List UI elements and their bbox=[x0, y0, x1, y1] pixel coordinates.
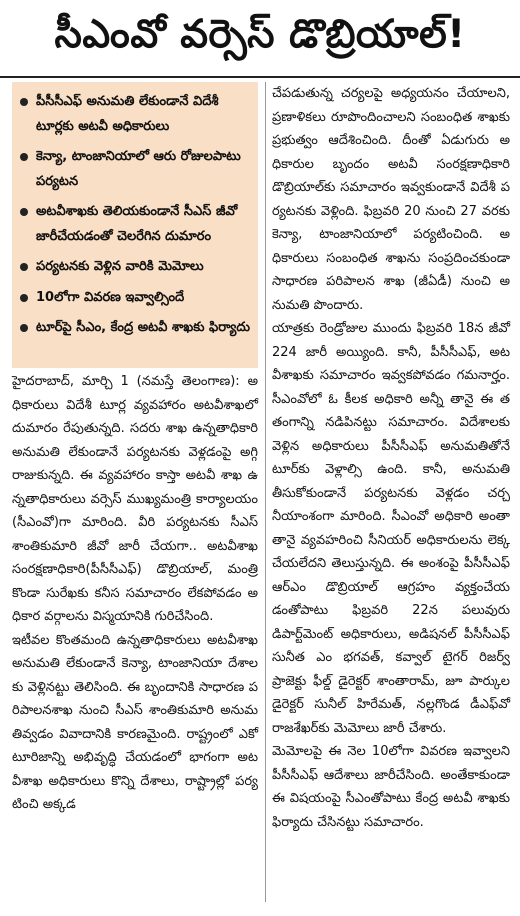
headline: సీఎంవో వర్సెస్ డొబ్రియాల్! bbox=[0, 2, 520, 78]
highlight-text: అటవీశాఖకు తెలియకుండానే సీఎస్ జీవో జారీచేయడంతో చెలరేగిన దుమారం bbox=[36, 204, 238, 244]
highlight-text: కెన్యా, టాంజానియాలో ఆరు రోజులపాటు పర్యటన bbox=[36, 149, 241, 189]
highlight-text: టూర్‌పై సీఎం, కేంద్ర అటవీ శాఖకు ఫిర్యాదు bbox=[36, 320, 251, 335]
highlight-item bbox=[20, 255, 252, 280]
article-paragraph bbox=[12, 370, 258, 629]
highlight-item bbox=[20, 145, 252, 194]
bullet-icon bbox=[20, 98, 28, 106]
highlight-item bbox=[20, 90, 252, 139]
article-paragraph: మెమోలపై ఈ నెల 10లోగా వివరణ ఇవ్వాలని పీసీసీఎఫ్ ఆదేశాలు జారీచేసింది. అంతేకాకుండా ఈ విషయంపై సీఎంతోపాటు కేంద్ర అటవీ శాఖకు ఫిర్యాదు చేసినట్టు సమాచారం. bbox=[272, 744, 510, 830]
article-paragraph: చేపడుతున్న చర్యలపై అధ్యయనం చేయాలని, ప్రణాళికలు రూపొందించాలని సంబంధిత శాఖకు ప్రభుత్వం ఆదేశించింది. దీంతో ఏడుగురు అధికారుల బృందం అటవీ సంరక్షణాధికారి డొబ్రియాల్‌కు సమాచారం ఇవ్వకుండానే విదేశీ పర్యటనకు వెళ్లింది. ఫిబ్రవరి 20 నుంచి 27 వరకు కెన్యా, టాంజానియాలో పర్యటించింది. అధికారులు సంబంధిత శాఖను సంప్రదించకుండా సాధారణ పరిపాలన శాఖ (జీఏడీ) నుంచి అనుమతి పొందారు. bbox=[272, 86, 510, 313]
highlight-text: 10లోగా వివరణ ఇవ్వాల్సిందే bbox=[36, 289, 185, 305]
left-column bbox=[12, 370, 258, 817]
highlight-item bbox=[20, 316, 252, 341]
right-column bbox=[272, 82, 510, 834]
bullet-icon bbox=[20, 208, 28, 216]
highlight-item bbox=[20, 286, 252, 311]
dateline: హైదరాబాద్, మార్చి 1 (నమస్తే తెలంగాణ): bbox=[12, 374, 240, 389]
highlights-box bbox=[12, 82, 258, 368]
bullet-icon bbox=[20, 153, 28, 161]
paragraph-text: అధికారులు విదేశీ టూర్ల వ్యవహారం అటవీశాఖలో దుమారం రేపుతున్నది. సదరు శాఖ ఉన్నతాధికారి అనుమతి లేకుండానే పర్యటనకు వెళ్లడంపై అగ్గి రాజుకున్నది. ఈ వ్యవహారం కాస్తా అటవీ శాఖ ఉన్నతాధికారులు వర్సెస్ ముఖ్యమంత్రి కార్యాలయం (సీఎంవో)గా మారింది. వీరి పర్యటనకు సీఎస్ శాంతికుమారి జీవో జారీ చేయగా.. అటవీశాఖ సంరక్షణాధికారి(పీసీసీఎఫ్) డొబ్రియాల్, మంత్రి కొండా సురేఖకు కనీస సమాచారం లేకపోవడం అధికార వర్గాలను విస్మయానికి గురిచేసింది. bbox=[12, 374, 259, 624]
article-paragraph: యాత్రకు రెండ్రోజుల ముందు ఫిబ్రవరి 18న జీవో 224 జారీ అయ్యింది. కానీ, పీసీసీఎఫ్, అటవీశాఖకు సమాచారం ఇవ్వకపోవడం గమనార్హం. సీఎంవోలో ఓ కీలక అధికారి అన్నీ తానై ఈ తతంగాన్ని నడిపినట్టు సమాచారం. విదేశాలకు వెళ్లిన అధికారులు పీసీసీఎఫ్ అనుమతితోనే టూర్‌కు వెళ్లాల్సి ఉంది. కానీ, అనుమతి తీసుకోకుండానే పర్యటనకు వెళ్లడం చర్చనీయాంశంగా మారింది. సీఎంవో అధికారి అంతా తానై వ్యవహరించి సీనియర్ అధికారులను లెక్కచేయలేదని తెలుస్తున్నది. ఈ అంశంపై పీసీసీఎఫ్ ఆర్‌ఎం డొబ్రియాల్ ఆగ్రహం వ్యక్తంచేయడంతోపాటు ఫిబ్రవరి 22న పలువురు డిపార్ట్‌మెంట్ అధికారులు, అడిషనల్ పీసీసీఎఫ్ సునీత ఎం భగవత్, కవ్వాల్ టైగర్ రిజర్వ్ ప్రాజెక్టు ఫీల్డ్ డైరెక్టర్ శాంతారామ్, జూ పార్కుల డైరెక్టర్ సునీల్ హిరేమత్, నల్లగొండ డీఎఫ్‌వో రాజశేఖర్‌కు మెమోలు జారీ చేశారు. bbox=[272, 321, 510, 736]
highlight-text: పర్యటనకు వెళ్లిన వారికి మెమోలు bbox=[36, 259, 204, 274]
highlight-text: పీసీసీఎఫ్ అనుమతి లేకుండానే విదేశీ టూర్లకు అటవీ అధికారులు bbox=[36, 94, 219, 134]
highlight-item bbox=[20, 200, 252, 249]
bullet-icon bbox=[20, 324, 28, 332]
column-divider bbox=[265, 82, 266, 902]
bullet-icon bbox=[20, 294, 28, 302]
bullet-icon bbox=[20, 263, 28, 271]
article-paragraph: ఇటీవల కొంతమంది ఉన్నతాధికారులు అటవీశాఖ అనుమతి లేకుండానే కెన్యా, టాంజానియా దేశాలకు వెళ్లినట్టు తెలిసింది. ఈ బృందానికి సాధారణ పరిపాలనశాఖ నుంచి సీఎస్ శాంతికుమారి అనుమతివ్వడం వివాదానికి కారణమైంది. రాష్ట్రంలో ఎకో టూరిజాన్ని అభివృద్ధి చేయడంలో భాగంగా అటవీశాఖ అధికారులు కొన్ని దేశాలు, రాష్ట్రాల్లో పర్యటించి అక్కడ bbox=[12, 632, 258, 812]
